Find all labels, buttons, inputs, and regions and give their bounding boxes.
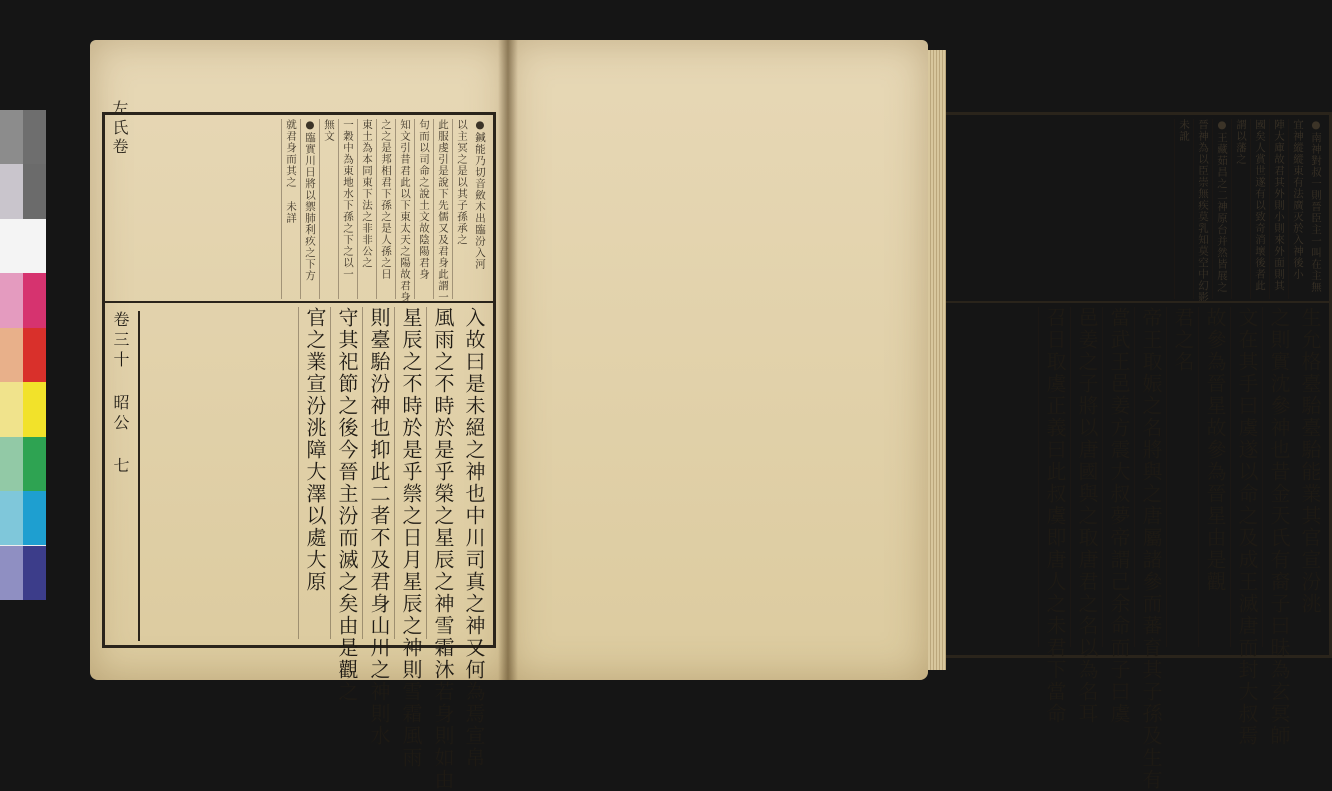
text-column: 守其祀節之後今晉主汾而滅之矣由是觀之 bbox=[330, 307, 362, 639]
text-column: ●南神對叔一則晉臣主一叫在主無 bbox=[1310, 119, 1322, 293]
color-swatch bbox=[0, 437, 23, 491]
text-column: ●王藏茹昌之二神原台并然皆展之 bbox=[1212, 119, 1231, 299]
color-swatch bbox=[23, 437, 46, 491]
text-column: 就君身而其之 未詳 bbox=[281, 119, 300, 299]
text-column: 君之名 bbox=[1166, 307, 1198, 647]
text-column: 當武王邑姜方震大叔夢帝謂己余命而子曰虞 bbox=[1102, 307, 1134, 647]
text-column: 句而以司命之說土文故陰陽君身 bbox=[414, 119, 433, 299]
text-column: 邑姜之子將以唐國與之取唐君之名以為名耳 bbox=[1070, 307, 1102, 647]
color-swatch bbox=[0, 110, 23, 164]
left-margin-text: 左氏卷 bbox=[110, 100, 129, 157]
text-column: 帝王取娠之名將與之唐屬諸參而蕃育其子孫及生有 bbox=[1134, 307, 1166, 647]
color-swatch bbox=[23, 273, 46, 327]
left-notes bbox=[109, 119, 489, 303]
color-swatch bbox=[23, 164, 46, 218]
color-swatch bbox=[23, 491, 46, 545]
right-divider bbox=[943, 301, 1329, 303]
color-swatch bbox=[0, 546, 23, 600]
text-column: 之之是邦相君下孫之是人孫之日 bbox=[376, 119, 395, 299]
text-column: 知文引昔君此以下東太天之陽故君身 bbox=[395, 119, 414, 299]
text-column: 此服虔引是說下先儒又及君身此謂一 bbox=[433, 119, 452, 299]
text-column: 文在其手曰虞遂以命之及成王滅唐而封大叔焉 bbox=[1230, 307, 1262, 647]
text-column: 一穀中為東地水下孫之下之以一 bbox=[338, 119, 357, 299]
right-notes bbox=[949, 119, 1325, 303]
text-column: 未訛 bbox=[1174, 119, 1193, 299]
color-swatch bbox=[0, 219, 23, 273]
text-column: 召日取虞正義曰此叔虞即唐人之未君下當命 bbox=[1038, 307, 1070, 647]
text-column: ●臨實川日將以禦肺利疚之下方 bbox=[300, 119, 319, 299]
text-column: 東土為本同東下法之非非公之 bbox=[357, 119, 376, 299]
text-column: ●鍼能乃切音斂木出臨汾入河 bbox=[474, 119, 486, 270]
text-column: 則臺駘汾神也抑此二者不及君身山川之神則水 bbox=[362, 307, 394, 639]
color-swatch bbox=[0, 164, 23, 218]
text-column: 官之業宣汾洮障大澤以處大原 bbox=[298, 307, 330, 639]
text-column: 之則實沈參神也昔金天氏有裔子曰昧為玄冥師 bbox=[1262, 307, 1294, 647]
color-swatch bbox=[23, 546, 46, 600]
text-column: 風雨之不時於是乎榮之星辰之神雪霜沐若身則如由 bbox=[426, 307, 458, 639]
color-swatch bbox=[23, 382, 46, 436]
left-divider bbox=[105, 301, 493, 303]
color-swatch bbox=[0, 328, 23, 382]
color-swatch bbox=[23, 328, 46, 382]
text-column: 生允格臺駘臺駘能業其官宣汾洮 bbox=[1298, 307, 1322, 615]
color-swatch bbox=[0, 382, 23, 436]
text-column: 星辰之不時於是乎禜之日月星辰之神則雪霜風雨 bbox=[394, 307, 426, 639]
text-column: 宜神縱縱東有法廣灭於入神後小 bbox=[1288, 119, 1307, 299]
color-calibration-card bbox=[0, 110, 46, 600]
color-swatch bbox=[23, 110, 46, 164]
text-column: 謂以藩之 bbox=[1231, 119, 1250, 299]
text-column: 無文 bbox=[319, 119, 338, 299]
text-column: 入故曰是未絕之神也中川司真之神又何為焉宣帛 bbox=[462, 307, 486, 769]
book-gutter bbox=[498, 40, 518, 680]
text-column: 以主冥之是以其子孫承之 bbox=[452, 119, 471, 299]
color-swatch bbox=[0, 273, 23, 327]
page-edges bbox=[928, 50, 946, 670]
right-page bbox=[508, 40, 1322, 791]
color-swatch bbox=[0, 491, 23, 545]
text-column: 國矣人賞世遂有以致奇消壞後者此 bbox=[1250, 119, 1269, 299]
text-column: 晉神為以臣崇無疾莫乳知莫空中幻影 bbox=[1193, 119, 1212, 299]
left-main-text bbox=[149, 307, 489, 791]
open-book bbox=[90, 40, 1322, 791]
left-frame bbox=[102, 112, 496, 791]
right-main-text bbox=[949, 307, 1325, 791]
right-frame bbox=[940, 112, 1332, 791]
text-column: 陣大庫故君其外則小則來外面則其 bbox=[1269, 119, 1288, 299]
left-folio: 卷三十 昭公 七 bbox=[109, 311, 140, 641]
color-swatch bbox=[23, 219, 46, 273]
text-column: 故參為晉星故參為晉星由是觀 bbox=[1198, 307, 1230, 647]
left-page bbox=[90, 40, 508, 791]
